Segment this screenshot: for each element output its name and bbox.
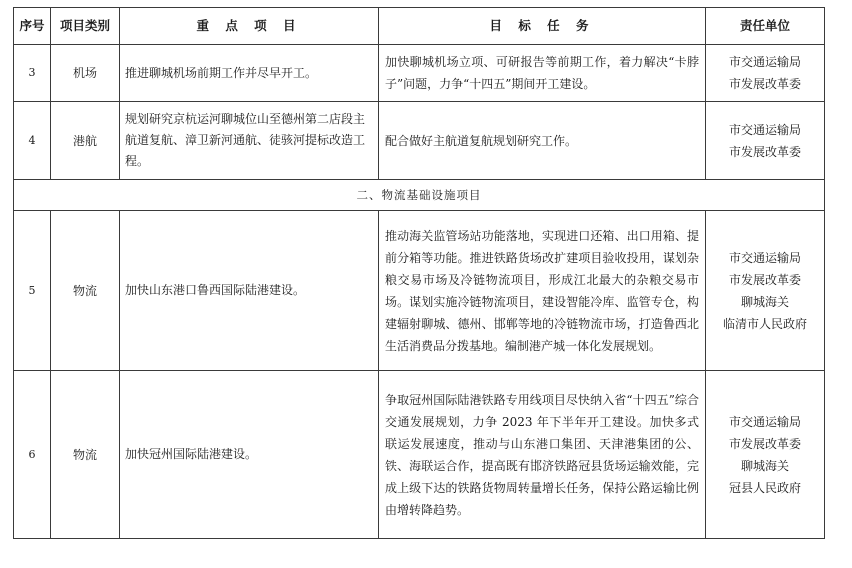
section-title: 二、物流基础设施项目: [14, 180, 825, 211]
table-row: [14, 211, 825, 371]
unit-name: 市发展改革委: [728, 436, 801, 451]
table-row: [14, 371, 825, 539]
table-header-row: [14, 8, 825, 45]
row-project: 加快冠州国际陆港建设。: [120, 371, 379, 539]
row-seq: 4: [14, 102, 51, 180]
unit-name: 市发展改革委: [728, 144, 801, 159]
unit-name: 聊城海关: [740, 458, 789, 473]
project-table: [13, 7, 825, 539]
unit-name: 市发展改革委: [728, 272, 801, 287]
row-category: 物流: [51, 371, 120, 539]
row-seq: 6: [14, 371, 51, 539]
row-task: 推动海关监管场站功能落地，实现进口还箱、出口用箱、提前分箱等功能。推进铁路货场改扩建项目验收投用，谋划杂粮交易市场及冷链物流项目，形成江北最大的杂粮交易市场。谋划实施冷链物流项目，建设智能冷库、监管专仓，构建辐射聊城、德州、邯郸等地的冷链物流市场，打造鲁西北生活消费品分拨基地。编制港产城一体化发展规划。: [379, 211, 706, 371]
row-category: 机场: [51, 45, 120, 102]
header-task: 目 标 任 务: [379, 8, 706, 45]
header-seq: 序号: [14, 8, 51, 45]
row-seq: 5: [14, 211, 51, 371]
row-project: 规划研究京杭运河聊城位山至德州第二店段主航道复航、漳卫新河通航、徒骇河提标改造工程。: [120, 102, 379, 180]
section-row: [14, 180, 825, 211]
row-project: 加快山东港口鲁西国际陆港建设。: [120, 211, 379, 371]
table-row: [14, 102, 825, 180]
header-category: 项目类别: [51, 8, 120, 45]
row-task: 争取冠州国际陆港铁路专用线项目尽快纳入省“十四五”综合交通发展规划，力争 2023 年下半年开工建设。加快多式联运发展速度，推动与山东港口集团、天津港集团的公、铁、海联运合作，提高既有邯济铁路冠县货场运输效能，完成上级下达的铁路货物周转量增长任务，保持公路运输比例由增转降趋势。: [379, 371, 706, 539]
row-seq: 3: [14, 45, 51, 102]
unit-name: 市交通运输局: [728, 55, 801, 69]
header-unit: 责任单位: [706, 8, 825, 45]
unit-name: 冠县人民政府: [728, 480, 801, 495]
row-units: [706, 371, 825, 539]
row-project: 推进聊城机场前期工作并尽早开工。: [120, 45, 379, 102]
unit-name: 市交通运输局: [728, 250, 801, 265]
row-category: 港航: [51, 102, 120, 180]
row-task: 加快聊城机场立项、可研报告等前期工作，着力解决“卡脖子”问题，力争“十四五”期间开工建设。: [379, 45, 706, 102]
row-task: 配合做好主航道复航规划研究工作。: [379, 102, 706, 180]
unit-name: 市交通运输局: [728, 122, 801, 137]
row-units: [706, 102, 825, 180]
unit-name: 临清市人民政府: [722, 316, 807, 331]
header-project: 重 点 项 目: [120, 8, 379, 45]
row-category: 物流: [51, 211, 120, 371]
table-row: [14, 45, 825, 102]
row-units: [706, 45, 825, 102]
unit-name: 聊城海关: [740, 294, 789, 309]
unit-name: 市交通运输局: [728, 414, 801, 429]
unit-name: 市发展改革委: [728, 77, 801, 91]
row-units: [706, 211, 825, 371]
